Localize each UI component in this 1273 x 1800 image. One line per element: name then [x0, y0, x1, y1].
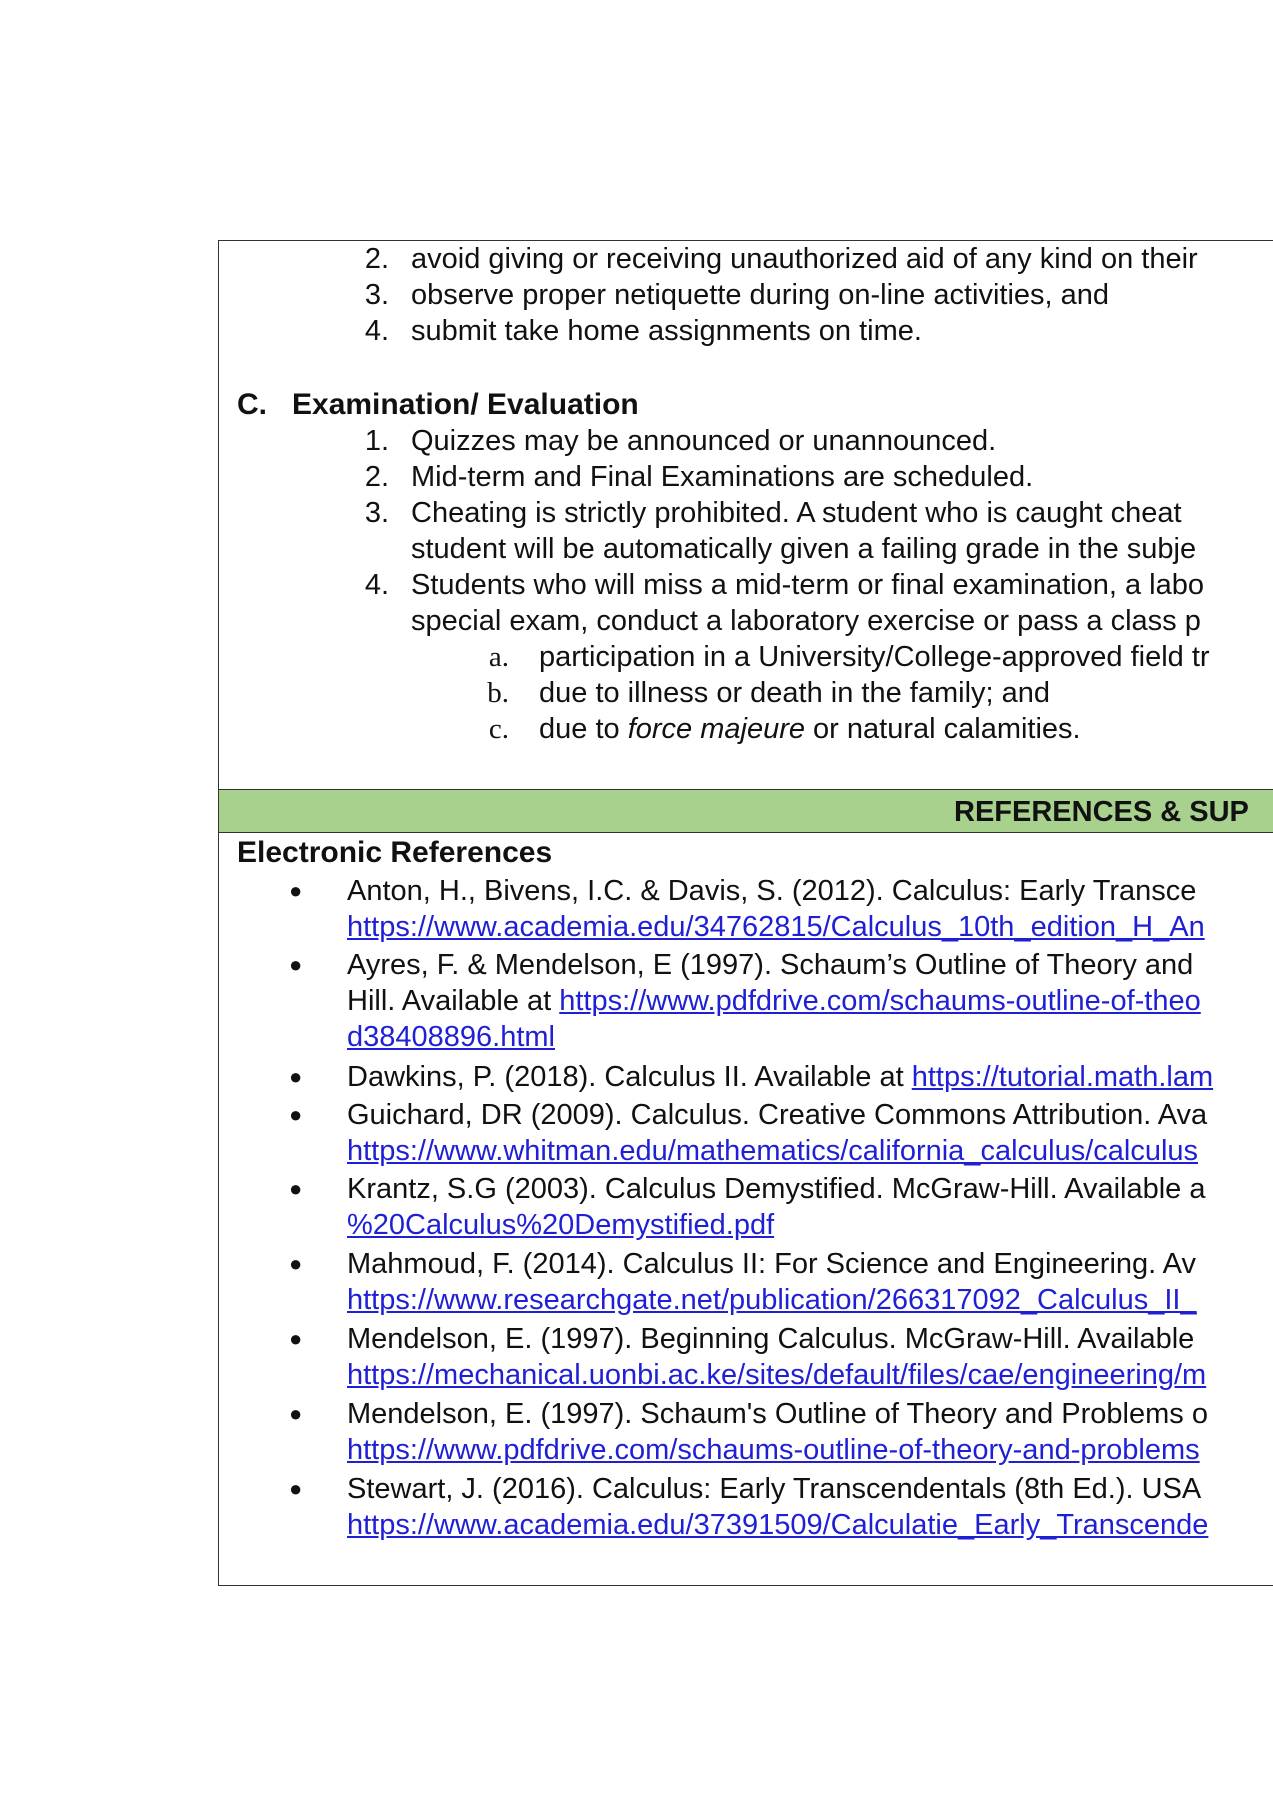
references-header: REFERENCES & SUP: [954, 796, 1249, 828]
electronic-references-title: Electronic References: [237, 836, 553, 869]
reference-link[interactable]: https://www.researchgate.net/publication/266317092_Calculus_II_: [347, 1284, 1197, 1316]
reference-link[interactable]: d38408896.html: [347, 1021, 555, 1053]
reference-link[interactable]: https://www.academia.edu/34762815/Calculus_10th_edition_H_An: [347, 911, 1205, 943]
list-item-continuation: student will be automatically given a failing grade in the subje: [411, 533, 1197, 565]
reference-link[interactable]: https://www.whitman.edu/mathematics/california_calculus/calculus: [347, 1135, 1199, 1167]
section-heading: C. Examination/ Evaluation: [237, 388, 639, 421]
document-table: 2. avoid giving or receiving unauthorized aid of any kind on their 3. observe proper netiquette during on-line activities, and 4. submit take home assignments on time. C. Examination/ Evaluation 1. Quizzes may be announced or unannounced. 2. Mid-term and Final Examinations are scheduled. 3. Cheating is strictly prohibited. A student who is caught cheat student will be automatically given a failing grade in the subje 4. Students who will miss a mid-term or final examination, a labo special exam, conduct a laboratory exercise or pass a class p a. participation in a University/College-approved field tr b. due to illness or death in the family; and c. due to force majeure or natural calamities. REFERENCES & SUP Electronic References ● Anton, H., Bivens, I.C. & Davis, S. (2012). Calculus: Early Transce https://www.academia.edu/34762815/Calculus_10th_edition_H_An ● Ayres, F. & Mendelson, E (1997). Schaum’s Outline of Theory and Hill. Available at https://www.pdfdrive.com/schaums-outline-of-theo d38408896.html ● Dawkins, P. (2018). Calculus II. Available at https://tutorial.math.lam ● Guichard, DR (2009). Calculus. Creative Commons Attribution. Ava https://www.whitman.edu/mathematics/california_calculus/calculus ● Krantz, S.G (2003). Calculus Demystified. McGraw-Hill. Available a %20Calculus%20Demystified.pdf ● Mahmoud, F. (2014). Calculus II: For Science and Engineering. Av https://www.researchgate.net/publication/266317092_Calculus_II_ ● Mendelson, E. (1997). Beginning Calculus. McGraw-Hill. Available https://mechanical.uonbi.ac.ke/sites/default/files/cae/engineering/m ● Mendelson, E. (1997). Schaum's Outline of Theory and Problems o https://www.pdfdrive.com/schaums-outline-of-theory-and-problems ● Stewart, J. (2016). Calculus: Early Transcendentals (8th Ed.). USA https://www.academia.edu/37391509/Calculatie_Early_Transcende: [218, 240, 1273, 1586]
reference-link[interactable]: https://www.pdfdrive.com/schaums-outline-of-theo: [559, 985, 1201, 1017]
reference-link[interactable]: https://tutorial.math.lam: [911, 1061, 1214, 1093]
reference-link[interactable]: https://mechanical.uonbi.ac.ke/sites/default/files/cae/engineering/m: [347, 1359, 1207, 1391]
references-header-bar: [219, 789, 1273, 833]
reference-link[interactable]: https://www.academia.edu/37391509/Calculatie_Early_Transcende: [347, 1509, 1209, 1541]
reference-link[interactable]: https://www.pdfdrive.com/schaums-outline-of-theory-and-problems: [347, 1434, 1200, 1466]
reference-link[interactable]: %20Calculus%20Demystified.pdf: [347, 1209, 775, 1241]
list-item-continuation: special exam, conduct a laboratory exercise or pass a class p: [411, 605, 1201, 637]
